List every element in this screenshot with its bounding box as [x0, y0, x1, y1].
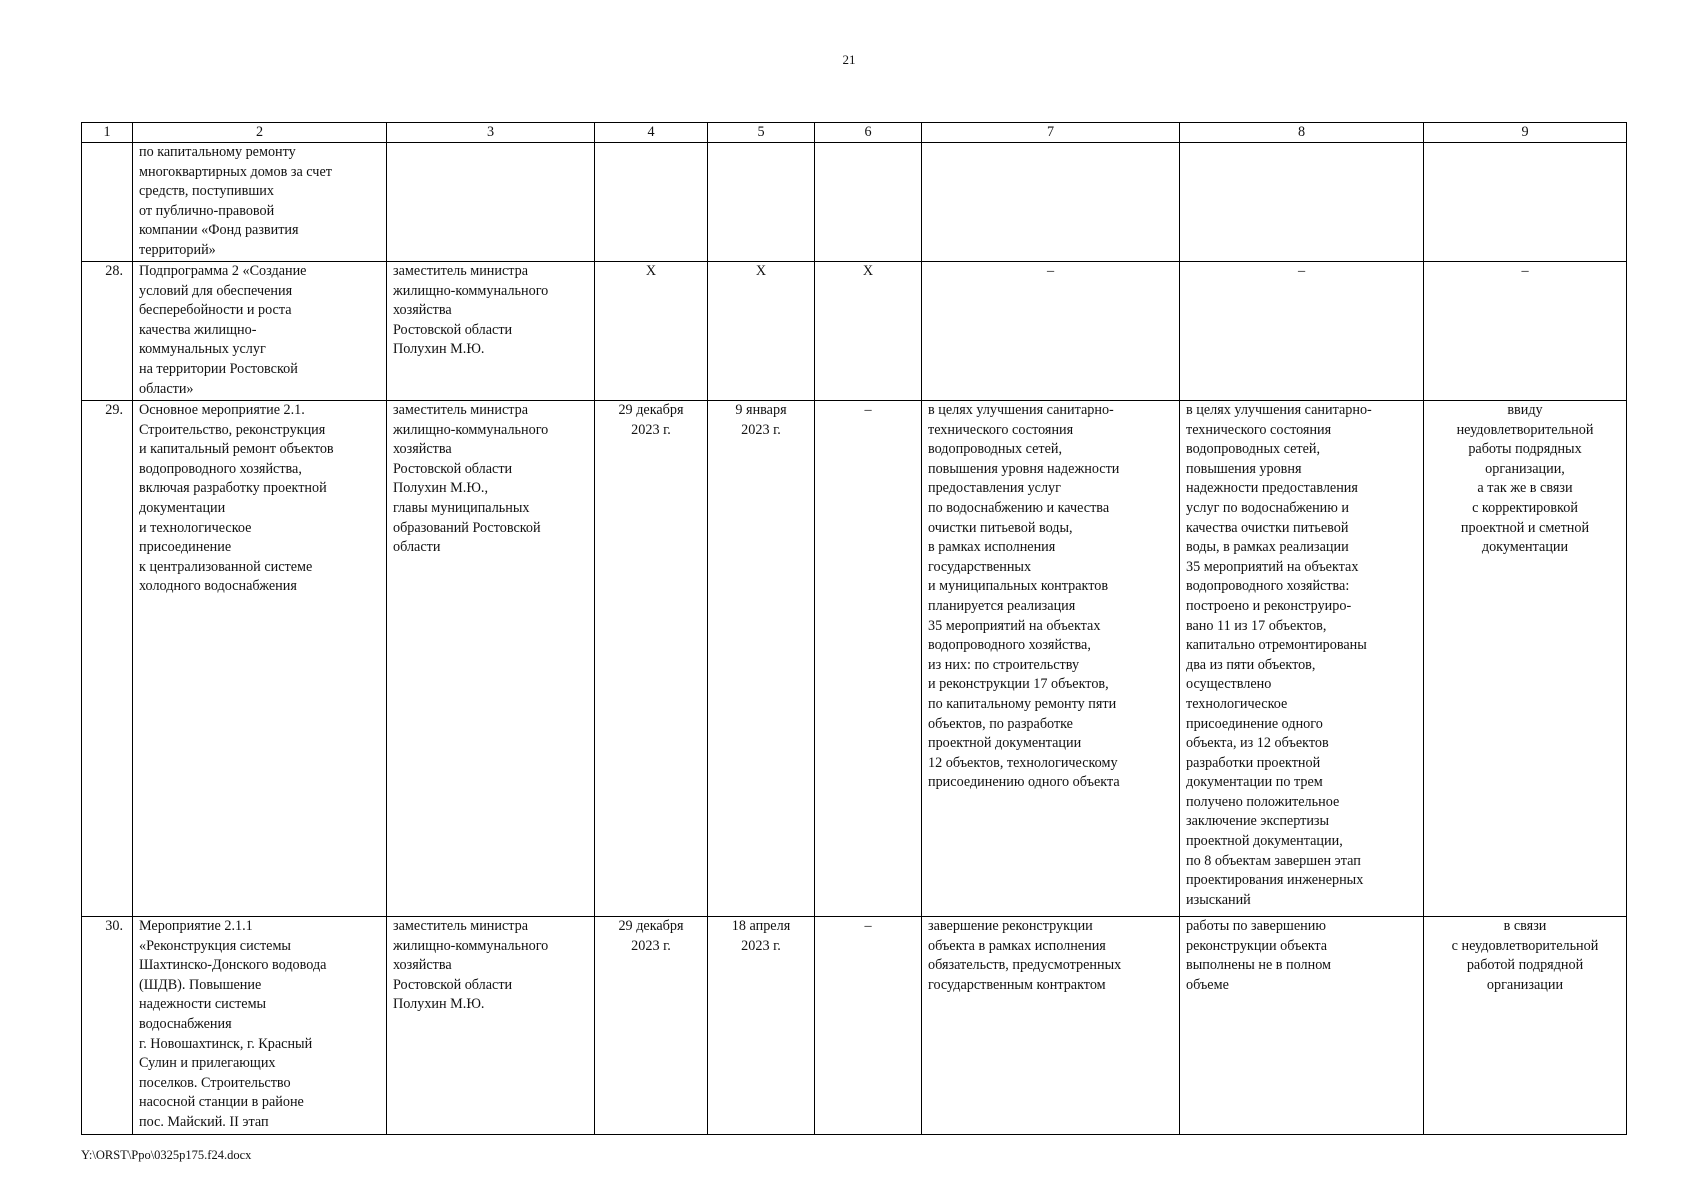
table-row: [82, 262, 1627, 401]
column-header: 6: [815, 123, 922, 143]
responsible-cell: заместитель министра жилищно-коммунального хозяйства Ростовской области Полухин М.Ю., главы муниципальных образований Ростовской области: [387, 401, 595, 917]
actual-result-cell: –: [1180, 262, 1424, 401]
start-date-cell: [708, 143, 815, 262]
report-table: [81, 122, 1627, 1135]
row-number-cell: 29.: [82, 401, 133, 917]
end-date-cell: [815, 143, 922, 262]
end-date-cell: –: [815, 917, 922, 1135]
table-row: [82, 917, 1627, 1135]
column-header: 4: [595, 123, 708, 143]
actual-result-cell: в целях улучшения санитарно- технического состояния водопроводных сетей, повышения уровня надежности предоставления услуг по водоснабжению и качества очистки питьевой воды, в рамках реализации 35 мероприятий на объектах водопроводного хозяйства: построено и реконструиро- вано 11 из 17 объектов, капитально отремонтированы два из пяти объектов, осуществлено технологическое присоединение одного объекта, из 12 объектов разработки проектной документации по трем получено положительное заключение экспертизы проектной документации, по 8 объектам завершен этап проектирования инженерных изысканий: [1180, 401, 1424, 917]
planned-date-cell: 29 декабря 2023 г.: [595, 917, 708, 1135]
column-header: 1: [82, 123, 133, 143]
expected-result-cell: завершение реконструкции объекта в рамках исполнения обязательств, предусмотренных государственным контрактом: [922, 917, 1180, 1135]
start-date-cell: 18 апреля 2023 г.: [708, 917, 815, 1135]
actual-result-cell: [1180, 143, 1424, 262]
responsible-cell: заместитель министра жилищно-коммунального хозяйства Ростовской области Полухин М.Ю.: [387, 262, 595, 401]
table-header-row: [82, 123, 1627, 143]
actual-result-cell: работы по завершению реконструкции объекта выполнены не в полном объеме: [1180, 917, 1424, 1135]
end-date-cell: X: [815, 262, 922, 401]
footer-file-path: Y:\ORST\Ppo\0325p175.f24.docx: [81, 1148, 252, 1162]
row-number-cell: [82, 143, 133, 262]
reason-cell: ввиду неудовлетворительной работы подрядных организации, а так же в связи с корректировкой проектной и сметной документации: [1424, 401, 1627, 917]
event-name-cell: Мероприятие 2.1.1 «Реконструкция системы Шахтинско-Донского водовода (ШДВ). Повышение надежности системы водоснабжения г. Новошахтинск, г. Красный Сулин и прилегающих поселков. Строительство насосной станции в районе пос. Майский. II этап: [133, 917, 387, 1135]
column-header: 8: [1180, 123, 1424, 143]
planned-date-cell: [595, 143, 708, 262]
column-header: 3: [387, 123, 595, 143]
expected-result-cell: в целях улучшения санитарно- технического состояния водопроводных сетей, повышения уровня надежности предоставления услуг по водоснабжению и качества очистки питьевой воды, в рамках исполнения государственных и муниципальных контрактов планируется реализация 35 мероприятий на объектах водопроводного хозяйства, из них: по строительству и реконструкции 17 объектов, по капитальному ремонту пяти объектов, по разработке проектной документации 12 объектов, технологическому присоединению одного объекта: [922, 401, 1180, 917]
column-header: 9: [1424, 123, 1627, 143]
column-header: 7: [922, 123, 1180, 143]
table-row: [82, 143, 1627, 262]
responsible-cell: заместитель министра жилищно-коммунального хозяйства Ростовской области Полухин М.Ю.: [387, 917, 595, 1135]
responsible-cell: [387, 143, 595, 262]
planned-date-cell: X: [595, 262, 708, 401]
page-number: 21: [842, 52, 856, 67]
table-row: [82, 401, 1627, 917]
end-date-cell: –: [815, 401, 922, 917]
reason-cell: [1424, 143, 1627, 262]
column-header: 5: [708, 123, 815, 143]
row-number-cell: 30.: [82, 917, 133, 1135]
event-name-cell: Основное мероприятие 2.1. Строительство, реконструкция и капитальный ремонт объектов водопроводного хозяйства, включая разработку проектной документации и технологическое присоединение к централизованной системе холодного водоснабжения: [133, 401, 387, 917]
start-date-cell: X: [708, 262, 815, 401]
column-header: 2: [133, 123, 387, 143]
reason-cell: в связи с неудовлетворительной работой подрядной организации: [1424, 917, 1627, 1135]
reason-cell: –: [1424, 262, 1627, 401]
event-name-cell: по капитальному ремонту многоквартирных домов за счет средств, поступивших от публично-правовой компании «Фонд развития территорий»: [133, 143, 387, 262]
start-date-cell: 9 января 2023 г.: [708, 401, 815, 917]
expected-result-cell: –: [922, 262, 1180, 401]
row-number-cell: 28.: [82, 262, 133, 401]
planned-date-cell: 29 декабря 2023 г.: [595, 401, 708, 917]
event-name-cell: Подпрограмма 2 «Создание условий для обеспечения бесперебойности и роста качества жилищно- коммунальных услуг на территории Ростовской области»: [133, 262, 387, 401]
expected-result-cell: [922, 143, 1180, 262]
